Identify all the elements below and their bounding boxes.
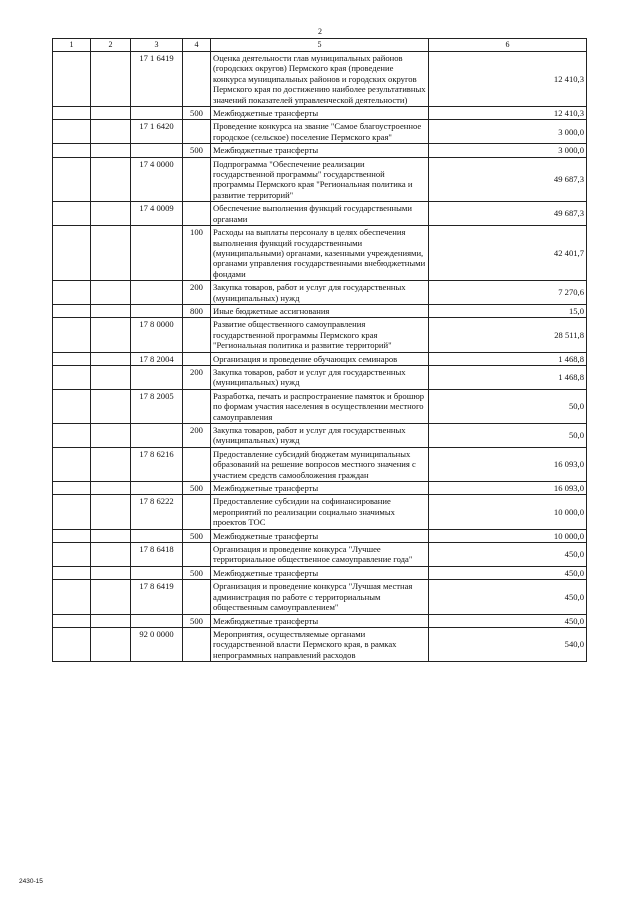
column-header: 5 xyxy=(211,39,429,52)
table-row xyxy=(53,365,587,389)
cell-col-3: 17 8 6216 xyxy=(131,447,183,481)
cell-col-6: 1 468,8 xyxy=(429,352,587,365)
table-row xyxy=(53,52,587,107)
cell-col-5: Развитие общественного самоуправления государственной программы Пермского края "Региональная политика и развитие территорий" xyxy=(211,318,429,352)
cell-col-5: Организация и проведение конкурса "Лучшая местная администрация по работе с территориальным общественным самоуправлением" xyxy=(211,580,429,614)
cell-col-4 xyxy=(183,120,211,144)
cell-col-5: Разработка, печать и распространение памяток и брошюр по формам участия населения в осуществлении местного самоуправления xyxy=(211,389,429,423)
cell-col-3 xyxy=(131,144,183,157)
cell-col-1 xyxy=(53,447,91,481)
cell-col-2 xyxy=(91,424,131,448)
cell-col-2 xyxy=(91,529,131,542)
cell-col-2 xyxy=(91,482,131,495)
cell-col-1 xyxy=(53,202,91,226)
cell-col-4: 500 xyxy=(183,566,211,579)
cell-col-4 xyxy=(183,627,211,661)
table-header-row xyxy=(53,39,587,52)
table-row xyxy=(53,120,587,144)
cell-col-2 xyxy=(91,281,131,305)
cell-col-2 xyxy=(91,352,131,365)
cell-col-1 xyxy=(53,627,91,661)
cell-col-3: 17 8 6418 xyxy=(131,543,183,567)
cell-col-2 xyxy=(91,107,131,120)
cell-col-1 xyxy=(53,543,91,567)
column-header: 6 xyxy=(429,39,587,52)
cell-col-6: 16 093,0 xyxy=(429,447,587,481)
cell-col-5: Закупка товаров, работ и услуг для государственных (муниципальных) нужд xyxy=(211,281,429,305)
table-row xyxy=(53,495,587,529)
cell-col-3: 17 8 6222 xyxy=(131,495,183,529)
cell-col-4 xyxy=(183,495,211,529)
cell-col-3: 17 4 0000 xyxy=(131,157,183,202)
cell-col-4: 500 xyxy=(183,107,211,120)
table-row xyxy=(53,580,587,614)
cell-col-1 xyxy=(53,529,91,542)
cell-col-4: 100 xyxy=(183,226,211,281)
table-row xyxy=(53,144,587,157)
cell-col-5: Организация и проведение конкурса "Лучшее территориальное общественное самоуправление года" xyxy=(211,543,429,567)
cell-col-5: Межбюджетные трансферты xyxy=(211,482,429,495)
table-row xyxy=(53,529,587,542)
table-row xyxy=(53,107,587,120)
cell-col-5: Закупка товаров, работ и услуг для государственных (муниципальных) нужд xyxy=(211,365,429,389)
cell-col-1 xyxy=(53,580,91,614)
cell-col-2 xyxy=(91,614,131,627)
table-row xyxy=(53,389,587,423)
cell-col-6: 50,0 xyxy=(429,389,587,423)
cell-col-5: Предоставление субсидии на софинансирование мероприятий по реализации социально значимых проектов ТОС xyxy=(211,495,429,529)
cell-col-4: 500 xyxy=(183,614,211,627)
budget-table xyxy=(52,38,587,662)
cell-col-6: 7 270,6 xyxy=(429,281,587,305)
cell-col-3 xyxy=(131,281,183,305)
cell-col-5: Межбюджетные трансферты xyxy=(211,107,429,120)
cell-col-4: 500 xyxy=(183,144,211,157)
cell-col-4 xyxy=(183,318,211,352)
cell-col-6: 450,0 xyxy=(429,580,587,614)
cell-col-1 xyxy=(53,281,91,305)
cell-col-4 xyxy=(183,157,211,202)
column-header: 4 xyxy=(183,39,211,52)
table-row xyxy=(53,447,587,481)
cell-col-6: 1 468,8 xyxy=(429,365,587,389)
cell-col-3 xyxy=(131,365,183,389)
cell-col-6: 450,0 xyxy=(429,614,587,627)
cell-col-4: 500 xyxy=(183,482,211,495)
cell-col-3: 17 1 6419 xyxy=(131,52,183,107)
column-header: 1 xyxy=(53,39,91,52)
cell-col-3: 17 8 2004 xyxy=(131,352,183,365)
table-row xyxy=(53,318,587,352)
cell-col-3 xyxy=(131,304,183,317)
cell-col-5: Межбюджетные трансферты xyxy=(211,529,429,542)
cell-col-4: 500 xyxy=(183,529,211,542)
cell-col-4 xyxy=(183,543,211,567)
cell-col-6: 540,0 xyxy=(429,627,587,661)
cell-col-3 xyxy=(131,107,183,120)
cell-col-5: Организация и проведение обучающих семинаров xyxy=(211,352,429,365)
table-row xyxy=(53,157,587,202)
cell-col-3: 17 1 6420 xyxy=(131,120,183,144)
cell-col-6: 10 000,0 xyxy=(429,529,587,542)
cell-col-1 xyxy=(53,495,91,529)
cell-col-1 xyxy=(53,389,91,423)
cell-col-5: Иные бюджетные ассигнования xyxy=(211,304,429,317)
cell-col-4 xyxy=(183,447,211,481)
cell-col-3: 17 4 0009 xyxy=(131,202,183,226)
cell-col-5: Предоставление субсидий бюджетам муниципальных образований на решение вопросов местного значения с участием средств самообложения граждан xyxy=(211,447,429,481)
cell-col-5: Межбюджетные трансферты xyxy=(211,144,429,157)
cell-col-5: Мероприятия, осуществляемые органами государственной власти Пермского края, в рамках непрограммных направлений расходов xyxy=(211,627,429,661)
cell-col-5: Подпрограмма "Обеспечение реализации государственной программы" государственной программы Пермского края "Региональная политика и развитие территорий" xyxy=(211,157,429,202)
table-row xyxy=(53,566,587,579)
cell-col-1 xyxy=(53,157,91,202)
table-row xyxy=(53,424,587,448)
cell-col-2 xyxy=(91,226,131,281)
cell-col-5: Проведение конкурса на звание "Самое благоустроенное городское (сельское) поселение Пермского края" xyxy=(211,120,429,144)
cell-col-4 xyxy=(183,389,211,423)
cell-col-6: 28 511,8 xyxy=(429,318,587,352)
table-row xyxy=(53,304,587,317)
cell-col-2 xyxy=(91,52,131,107)
table-row xyxy=(53,352,587,365)
cell-col-2 xyxy=(91,580,131,614)
cell-col-4: 200 xyxy=(183,281,211,305)
cell-col-1 xyxy=(53,226,91,281)
cell-col-3 xyxy=(131,529,183,542)
table-row xyxy=(53,202,587,226)
cell-col-2 xyxy=(91,304,131,317)
table-row xyxy=(53,281,587,305)
cell-col-3 xyxy=(131,226,183,281)
cell-col-6: 450,0 xyxy=(429,566,587,579)
cell-col-4: 200 xyxy=(183,365,211,389)
cell-col-1 xyxy=(53,144,91,157)
cell-col-6: 50,0 xyxy=(429,424,587,448)
table-row xyxy=(53,627,587,661)
cell-col-1 xyxy=(53,120,91,144)
cell-col-5: Закупка товаров, работ и услуг для государственных (муниципальных) нужд xyxy=(211,424,429,448)
cell-col-5: Межбюджетные трансферты xyxy=(211,614,429,627)
cell-col-6: 49 687,3 xyxy=(429,202,587,226)
table-row xyxy=(53,226,587,281)
cell-col-2 xyxy=(91,202,131,226)
table-row xyxy=(53,543,587,567)
cell-col-6: 16 093,0 xyxy=(429,482,587,495)
cell-col-2 xyxy=(91,627,131,661)
cell-col-6: 15,0 xyxy=(429,304,587,317)
column-header: 2 xyxy=(91,39,131,52)
cell-col-2 xyxy=(91,318,131,352)
cell-col-2 xyxy=(91,447,131,481)
cell-col-2 xyxy=(91,120,131,144)
cell-col-2 xyxy=(91,389,131,423)
cell-col-1 xyxy=(53,107,91,120)
table-row xyxy=(53,482,587,495)
cell-col-3: 17 8 0000 xyxy=(131,318,183,352)
table-row xyxy=(53,614,587,627)
cell-col-6: 49 687,3 xyxy=(429,157,587,202)
cell-col-1 xyxy=(53,614,91,627)
cell-col-3 xyxy=(131,482,183,495)
cell-col-5: Межбюджетные трансферты xyxy=(211,566,429,579)
cell-col-5: Обеспечение выполнения функций государственными органами xyxy=(211,202,429,226)
cell-col-3: 17 8 6419 xyxy=(131,580,183,614)
cell-col-6: 3 000,0 xyxy=(429,144,587,157)
cell-col-5: Оценка деятельности глав муниципальных районов (городских округов) Пермского края (проведение конкурса муниципальных районов и городских округов Пермского края по достижению наиболее результативных значений показателей управленческой деятельности) xyxy=(211,52,429,107)
cell-col-2 xyxy=(91,157,131,202)
cell-col-4: 200 xyxy=(183,424,211,448)
cell-col-3 xyxy=(131,614,183,627)
cell-col-3 xyxy=(131,424,183,448)
cell-col-2 xyxy=(91,566,131,579)
cell-col-4 xyxy=(183,52,211,107)
cell-col-2 xyxy=(91,543,131,567)
cell-col-4 xyxy=(183,580,211,614)
cell-col-1 xyxy=(53,52,91,107)
cell-col-3 xyxy=(131,566,183,579)
cell-col-4 xyxy=(183,202,211,226)
cell-col-4: 800 xyxy=(183,304,211,317)
page-number: 2 xyxy=(318,27,322,36)
cell-col-2 xyxy=(91,365,131,389)
cell-col-5: Расходы на выплаты персоналу в целях обеспечения выполнения функций государственными (муниципальными) органами, казенными учреждениями, органами управления государственными внебюджетными фондами xyxy=(211,226,429,281)
cell-col-6: 10 000,0 xyxy=(429,495,587,529)
cell-col-2 xyxy=(91,495,131,529)
cell-col-6: 450,0 xyxy=(429,543,587,567)
cell-col-6: 3 000,0 xyxy=(429,120,587,144)
cell-col-1 xyxy=(53,304,91,317)
cell-col-3: 92 0 0000 xyxy=(131,627,183,661)
cell-col-1 xyxy=(53,365,91,389)
cell-col-3: 17 8 2005 xyxy=(131,389,183,423)
document-code: 2430-15 xyxy=(19,878,43,885)
cell-col-1 xyxy=(53,352,91,365)
cell-col-1 xyxy=(53,424,91,448)
cell-col-1 xyxy=(53,482,91,495)
cell-col-1 xyxy=(53,566,91,579)
cell-col-4 xyxy=(183,352,211,365)
cell-col-1 xyxy=(53,318,91,352)
cell-col-6: 12 410,3 xyxy=(429,107,587,120)
cell-col-2 xyxy=(91,144,131,157)
column-header: 3 xyxy=(131,39,183,52)
cell-col-6: 12 410,3 xyxy=(429,52,587,107)
cell-col-6: 42 401,7 xyxy=(429,226,587,281)
